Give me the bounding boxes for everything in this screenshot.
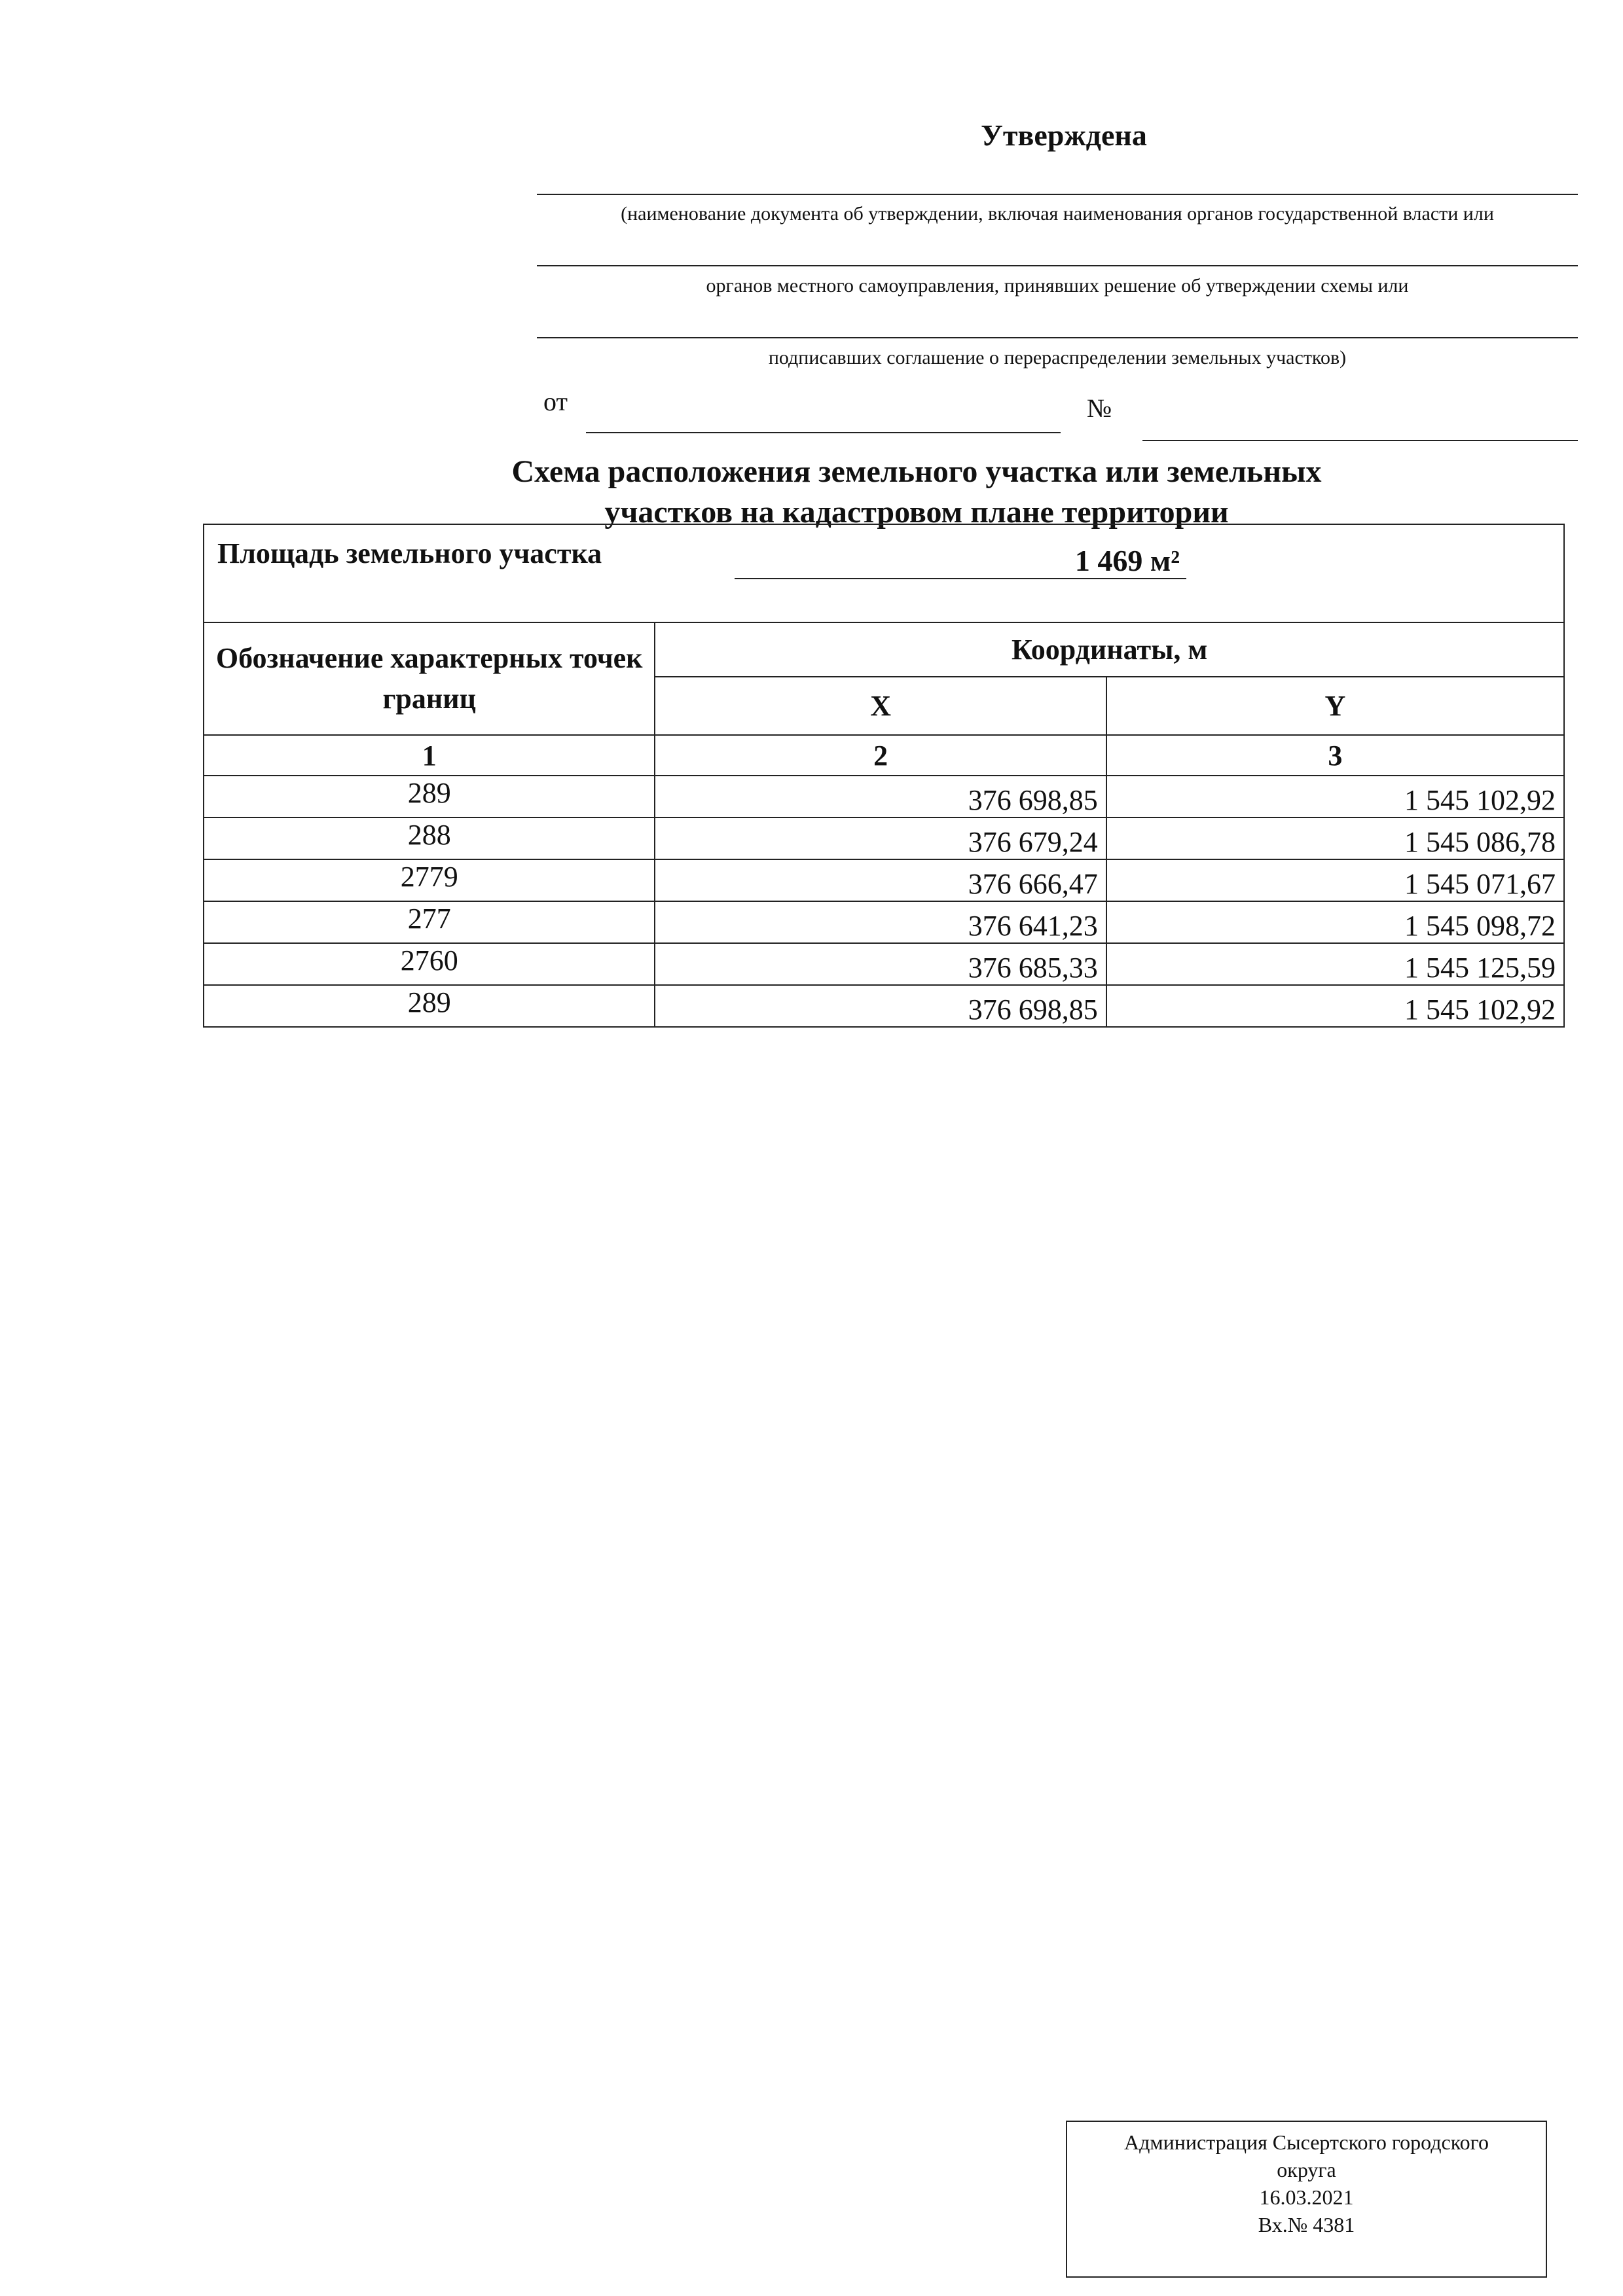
point-id: 2779 — [204, 859, 655, 901]
point-id: 288 — [204, 817, 655, 859]
table-row — [204, 985, 1564, 1027]
area-cell — [204, 524, 1564, 622]
area-value-field — [735, 543, 1186, 579]
column-number-3: 3 — [1106, 735, 1564, 776]
coordinates-header: Координаты, м — [655, 622, 1564, 677]
point-id: 277 — [204, 901, 655, 943]
scheme-heading — [393, 452, 1440, 533]
point-id: 289 — [204, 776, 655, 817]
x-value: 376 641,23 — [655, 901, 1106, 943]
scheme-heading-line-1: Схема расположения земельного участка или земельных — [511, 454, 1322, 489]
approval-caption-3: подписавших соглашение о перераспределении земельных участков) — [768, 347, 1347, 368]
area-label: Площадь земельного участка — [217, 537, 602, 569]
y-value: 1 545 125,59 — [1106, 943, 1564, 985]
blank-line-3 — [537, 337, 1578, 338]
designation-header: Обозначение характерных точек границ — [204, 622, 655, 735]
number-blank-line — [1142, 440, 1578, 441]
area-row — [204, 524, 1564, 622]
column-number-1: 1 — [204, 735, 655, 776]
table-row — [204, 901, 1564, 943]
y-value: 1 545 071,67 — [1106, 859, 1564, 901]
x-value: 376 679,24 — [655, 817, 1106, 859]
approved-title: Утверждена — [981, 118, 1147, 152]
table-row — [204, 776, 1564, 817]
table-row — [204, 859, 1564, 901]
registration-stamp — [1066, 2121, 1547, 2278]
from-label: от — [543, 387, 568, 416]
blank-line-1 — [537, 194, 1578, 195]
x-value: 376 698,85 — [655, 985, 1106, 1027]
x-value: 376 685,33 — [655, 943, 1106, 985]
y-value: 1 545 102,92 — [1106, 985, 1564, 1027]
scheme-heading-line-2: участков на кадастровом плане территории — [604, 495, 1229, 529]
approval-caption-1: (наименование документа об утверждении, включая наименования органов государственной власти или — [621, 203, 1494, 224]
column-number-2: 2 — [655, 735, 1106, 776]
y-value: 1 545 098,72 — [1106, 901, 1564, 943]
y-header: Y — [1106, 677, 1564, 735]
area-value: 1 469 — [1074, 544, 1143, 577]
x-value: 376 698,85 — [655, 776, 1106, 817]
area-unit: м² — [1150, 544, 1180, 577]
point-id: 2760 — [204, 943, 655, 985]
approval-caption-2: органов местного самоуправления, принявших решение об утверждении схемы или — [706, 275, 1409, 296]
date-blank-line — [586, 432, 1061, 433]
point-id: 289 — [204, 985, 655, 1027]
x-header: X — [655, 677, 1106, 735]
stamp-line-4: Вх.№ 4381 — [1258, 2213, 1355, 2236]
stamp-line-1: Администрация Сысертского городского — [1124, 2130, 1489, 2154]
stamp-line-3: 16.03.2021 — [1259, 2185, 1354, 2209]
table-row — [204, 817, 1564, 859]
y-value: 1 545 102,92 — [1106, 776, 1564, 817]
x-value: 376 666,47 — [655, 859, 1106, 901]
stamp-line-2: округа — [1277, 2158, 1336, 2181]
blank-line-2 — [537, 265, 1578, 266]
number-label: № — [1087, 393, 1112, 423]
y-value: 1 545 086,78 — [1106, 817, 1564, 859]
table-row — [204, 943, 1564, 985]
coordinates-table — [203, 524, 1565, 1028]
